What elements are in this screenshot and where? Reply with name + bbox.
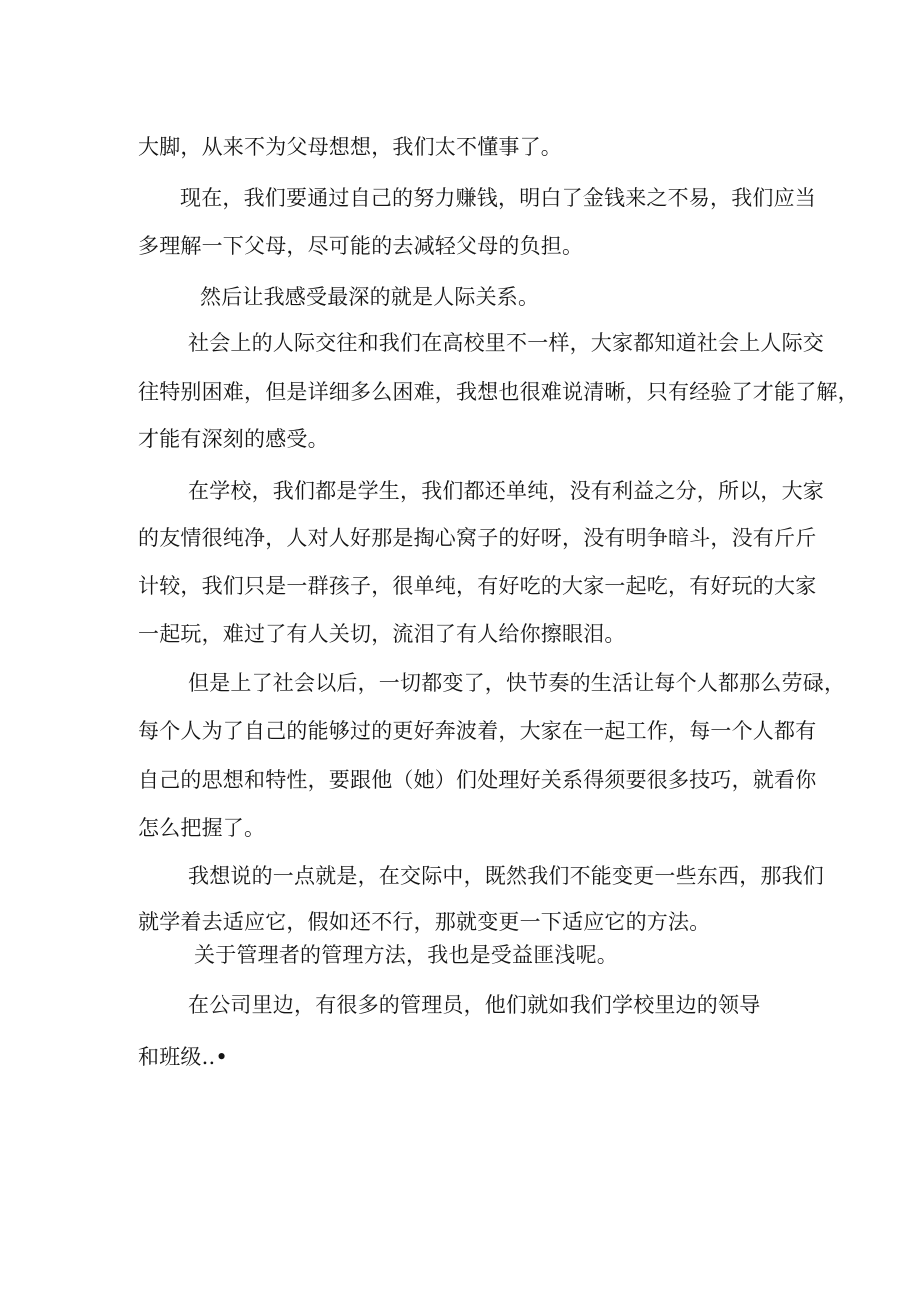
text-line: 一起玩，难过了有人关切，流泪了有人给你擦眼泪。 (138, 622, 626, 646)
text-line: 但是上了社会以后，一切都变了，快节奏的生活让每个人都那么劳碌， (188, 671, 846, 695)
text-line: 关于管理者的管理方法，我也是受益匪浅呢。 (194, 943, 618, 967)
text-line: 才能有深刻的感受。 (138, 427, 329, 451)
text-line: 我想说的一点就是，在交际中，既然我们不能变更一些东西，那我们 (188, 864, 824, 888)
text-line: 在学校，我们都是学生，我们都还单纯，没有利益之分，所以，大家 (188, 479, 824, 503)
text-line: 怎么把握了。 (138, 816, 266, 840)
text-line: 往特别困难，但是详细多么困难，我想也很难说清晰，只有经验了才能了解， (138, 380, 859, 404)
text-line: 现在，我们要通过自己的努力赚钱，明白了金钱来之不易，我们应当 (180, 186, 816, 210)
text-line: 的友情很纯净，人对人好那是掏心窝子的好呀，没有明争暗斗，没有斤斤 (138, 526, 817, 550)
text-line: 在公司里边，有很多的管理员，他们就如我们学校里边的领导 (188, 993, 761, 1017)
text-line: 社会上的人际交往和我们在高校里不一样，大家都知道社会上人际交 (188, 331, 824, 355)
text-line: 和班级..• (138, 1045, 228, 1069)
text-line: 自己的思想和特性，要跟他（她）们处理好关系得须要很多技巧，就看你 (138, 768, 817, 792)
text-line: 大脚，从来不为父母想想，我们太不懂事了。 (138, 135, 562, 159)
text-line: 多理解一下父母，尽可能的去减轻父母的负担。 (138, 234, 584, 258)
text-line: 每个人为了自己的能够过的更好奔波着，大家在一起工作，每一个人都有 (138, 719, 817, 743)
text-line: 就学着去适应它，假如还不行，那就变更一下适应它的方法。 (138, 910, 711, 934)
text-line: 计较，我们只是一群孩子，很单纯，有好吃的大家一起吃，有好玩的大家 (138, 574, 817, 598)
text-line: 然后让我感受最深的就是人际关系。 (200, 285, 540, 309)
